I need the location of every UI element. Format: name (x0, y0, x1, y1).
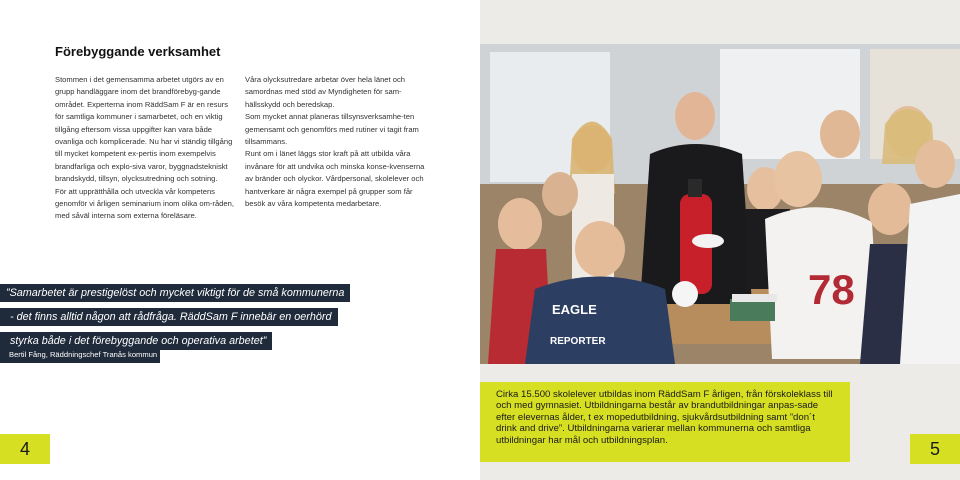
page-heading: Förebyggande verksamhet (55, 44, 221, 59)
jersey-number: 78 (808, 266, 855, 313)
photo-illustration (480, 44, 960, 364)
pull-quote (0, 283, 420, 355)
quote-line: - det finns alltid någon att rådfråga. RäddSam F innebär en oerhörd (0, 308, 338, 326)
quote-byline: Bertil Fång, Räddningschef Tranås kommun (0, 347, 160, 363)
text-column-1 (55, 74, 237, 223)
paragraph: Runt om i länet läggs stor kraft på att utbilda våra invånare för att undvika och minska konse-kvenserna av bränder och olyckor. Vårdpersonal, skolelever och hantverkare är några exempel på grupper som får besök av våra kompetenta medarbetare. (245, 149, 425, 209)
page-number-right: 5 (910, 434, 960, 464)
quote-line: styrka både i det förebyggande och operativa arbetet” (0, 332, 272, 350)
text-column-2 (245, 74, 430, 210)
fact-box: Cirka 15.500 skolelever utbildas inom RäddSam F årligen, från förskoleklass till och med gymnasiet. Utbildningarna består av brandutbildningar anpas-sade efter elevernas ålder, t ex mopedutbildning, sjukvårdsutbildning samt ”don´t drink and drive”. Utbildningarna varierar mellan kommunerna och samtliga utbildningar har mål och utbildningsplan. (480, 382, 850, 462)
paragraph: För att upprätthålla och utveckla vår kompetens genomför vi årligen seminarium inom olika om-råden, med såväl interna som externa föreläsare. (55, 186, 234, 221)
paragraph: Stommen i det gemensamma arbetet utgörs av en grupp handläggare inom det brandförebyg-gande området. Experterna inom RäddSam F är en resurs för samtliga kommuner i samarbetet, och en viktig tillgång eftersom vissa uppgifter kan vara både ovanliga och komplicerade. Nu har vi ständig tillgång till mycket kompetent ex-pertis inom exempelvis brandfarliga och explo-siva varor, byggnadstekniskt brandskydd, tillsyn, olycksutredning och sotning. (55, 75, 233, 184)
paragraph: Som mycket annat planeras tillsynsverksamhe-ten gemensamt och genomförs med rutiner vi tagit fram tillsammans. (245, 112, 419, 147)
paragraph: Våra olycksutredare arbetar över hela länet och samordnas med stöd av Myndigheten för sam-hällsskydd och beredskap. (245, 75, 405, 109)
shirt-text: REPORTER (550, 336, 606, 347)
quote-line: ”Samarbetet är prestigelöst och mycket viktigt för de små kommunerna (0, 284, 350, 302)
classroom-photo (480, 44, 960, 364)
page-number-left: 4 (0, 434, 50, 464)
shirt-text: EAGLE (552, 302, 597, 317)
